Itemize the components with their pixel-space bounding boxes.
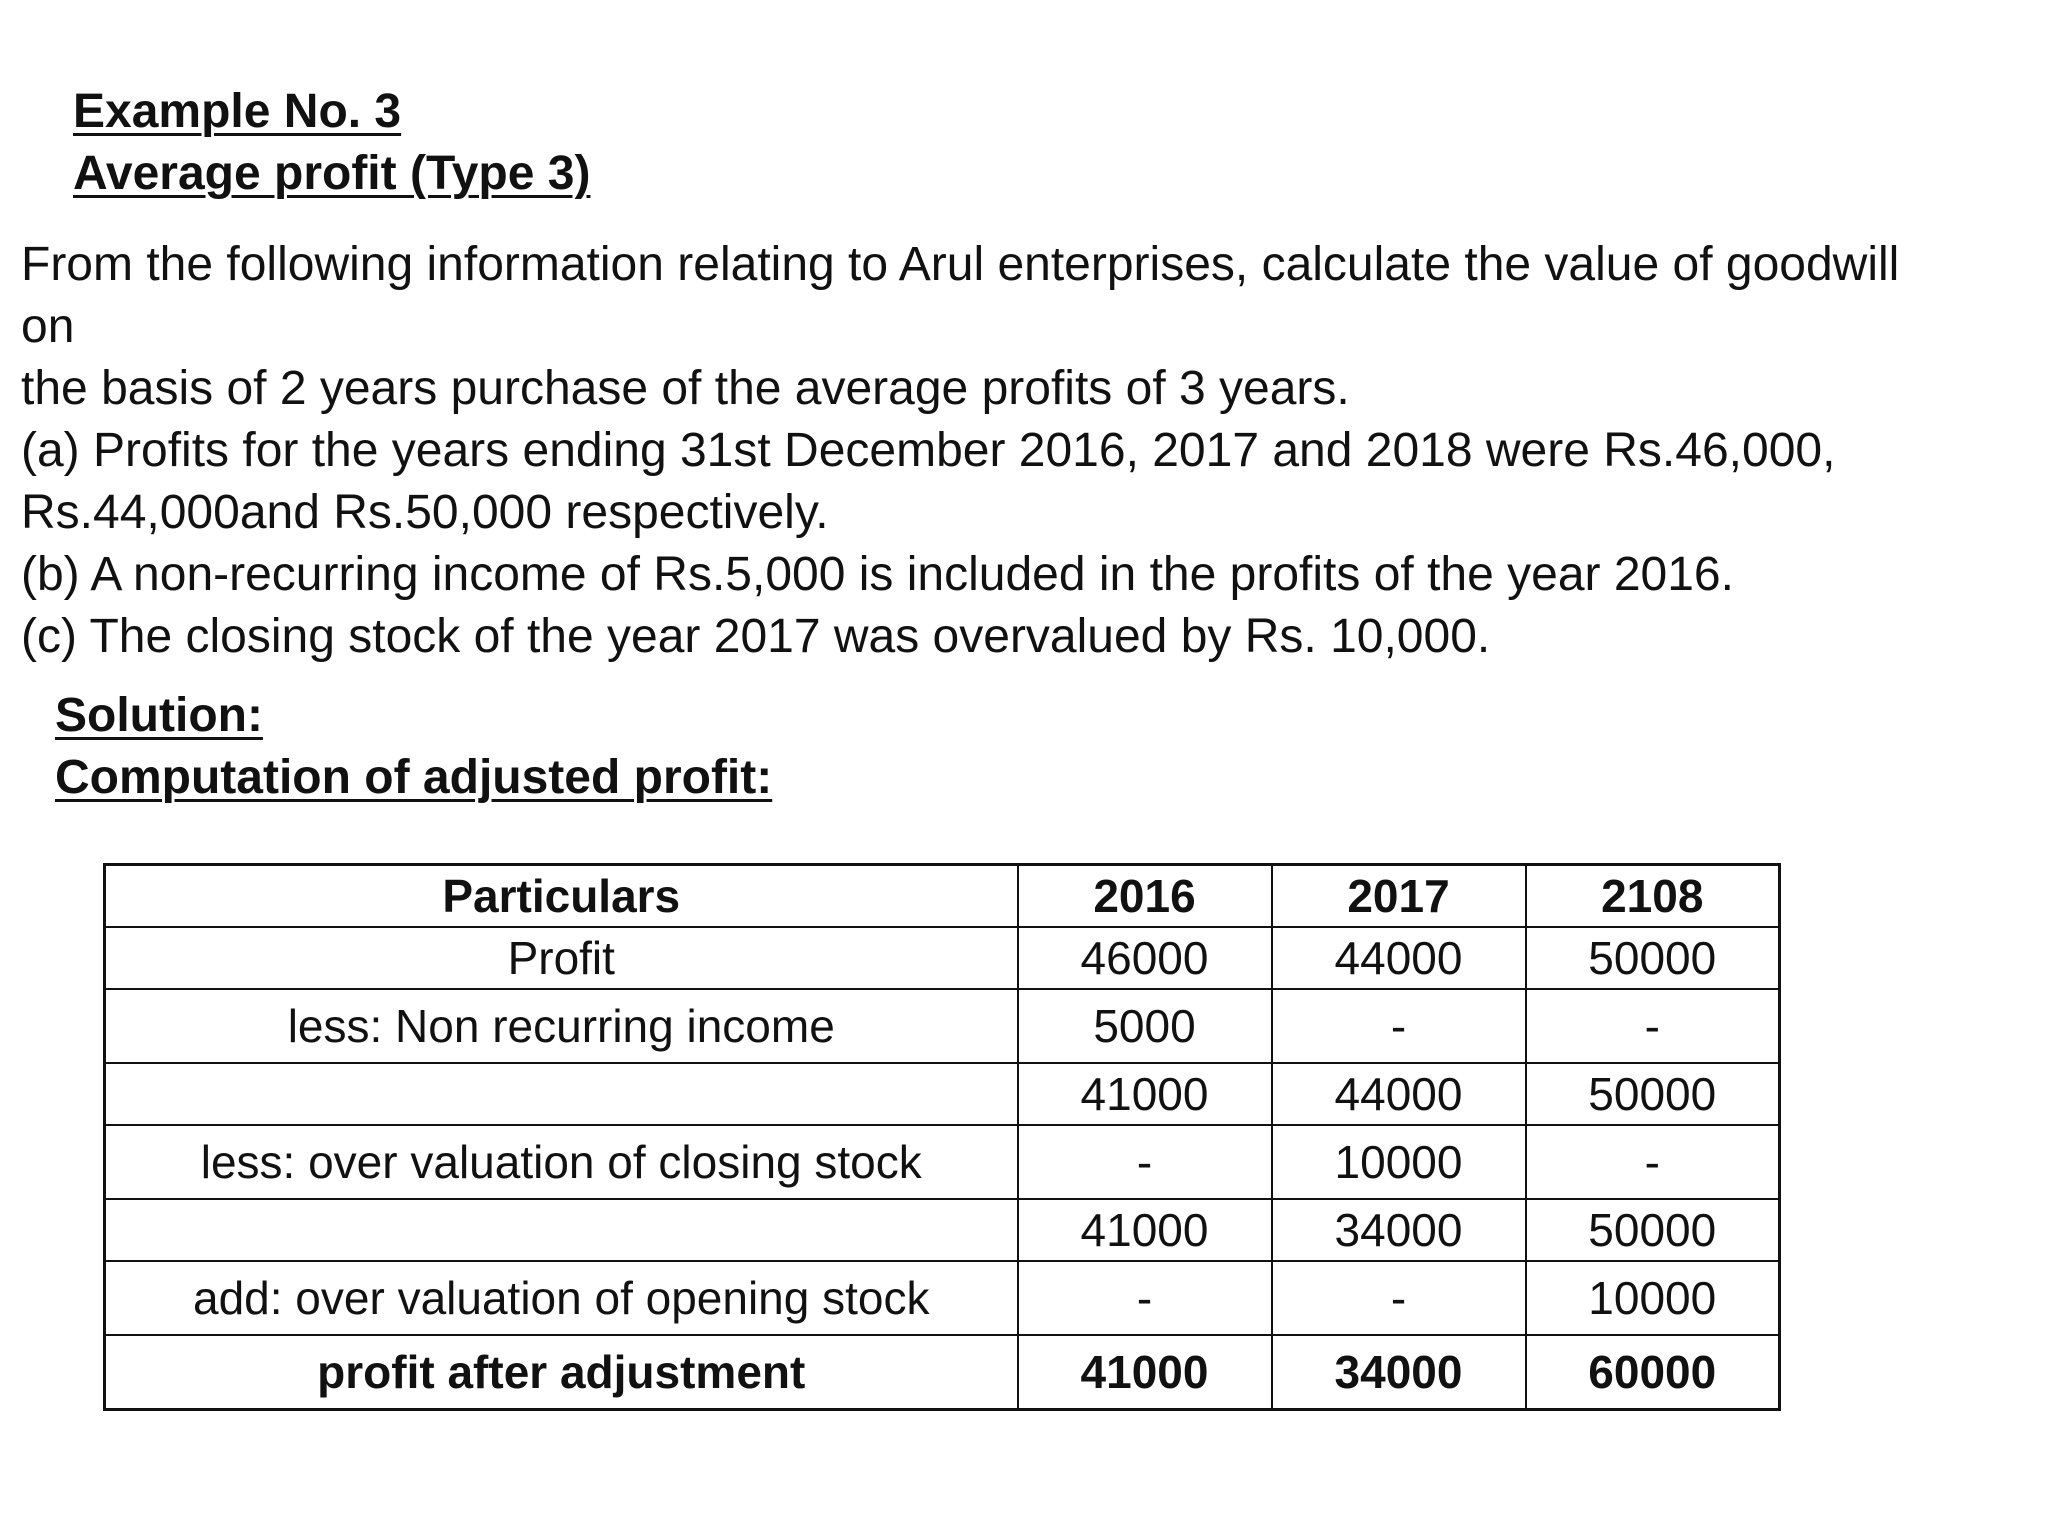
table-row xyxy=(105,1063,1780,1125)
row-particular: less: Non recurring income xyxy=(105,989,1018,1063)
row-particular: add: over valuation of opening stock xyxy=(105,1261,1018,1335)
solution-label: Solution: xyxy=(55,689,263,742)
row-value: 5000 xyxy=(1018,989,1272,1063)
row-value: - xyxy=(1018,1261,1272,1335)
question-line: (a) Profits for the years ending 31st December 2016, 2017 and 2018 were Rs.46,000, xyxy=(21,424,1836,477)
table-row xyxy=(105,1199,1780,1261)
row-value: - xyxy=(1526,989,1780,1063)
row-particular: profit after adjustment xyxy=(105,1335,1018,1410)
header-year-2017: 2017 xyxy=(1272,865,1526,928)
row-value: 50000 xyxy=(1526,1199,1780,1261)
row-value: - xyxy=(1272,989,1526,1063)
question-line: the basis of 2 years purchase of the average profits of 3 years. xyxy=(21,362,1350,415)
row-value: 50000 xyxy=(1526,927,1780,989)
row-value: 34000 xyxy=(1272,1335,1526,1410)
row-particular xyxy=(105,1199,1018,1261)
row-particular xyxy=(105,1063,1018,1125)
row-value: 50000 xyxy=(1526,1063,1780,1125)
table-row xyxy=(105,927,1780,989)
adjusted-profit-table xyxy=(103,863,1781,1411)
solution-heading: Computation of adjusted profit: xyxy=(55,751,773,804)
question-line: on xyxy=(21,300,75,353)
table-row xyxy=(105,989,1780,1063)
row-particular: Profit xyxy=(105,927,1018,989)
row-value: 41000 xyxy=(1018,1335,1272,1410)
row-particular: less: over valuation of closing stock xyxy=(105,1125,1018,1199)
table-header-row xyxy=(105,865,1780,928)
row-value: - xyxy=(1526,1125,1780,1199)
question-line: From the following information relating to Arul enterprises, calculate the value of goodwill xyxy=(21,238,1900,291)
table-row xyxy=(105,1261,1780,1335)
header-year-2016: 2016 xyxy=(1018,865,1272,928)
row-value: - xyxy=(1018,1125,1272,1199)
question-line: (b) A non-recurring income of Rs.5,000 is included in the profits of the year 2016. xyxy=(21,548,1734,601)
row-value: 46000 xyxy=(1018,927,1272,989)
example-title: Example No. 3 xyxy=(73,85,402,138)
table-total-row xyxy=(105,1335,1780,1410)
row-value: 60000 xyxy=(1526,1335,1780,1410)
row-value: 41000 xyxy=(1018,1199,1272,1261)
header-particulars: Particulars xyxy=(105,865,1018,928)
table-row xyxy=(105,1125,1780,1199)
example-subtitle: Average profit (Type 3) xyxy=(73,147,591,200)
header-year-3: 2108 xyxy=(1526,865,1780,928)
row-value: 44000 xyxy=(1272,1063,1526,1125)
row-value: - xyxy=(1272,1261,1526,1335)
question-line: Rs.44,000and Rs.50,000 respectively. xyxy=(21,486,829,539)
row-value: 10000 xyxy=(1272,1125,1526,1199)
question-line: (c) The closing stock of the year 2017 was overvalued by Rs. 10,000. xyxy=(21,610,1491,663)
row-value: 41000 xyxy=(1018,1063,1272,1125)
row-value: 44000 xyxy=(1272,927,1526,989)
row-value: 10000 xyxy=(1526,1261,1780,1335)
row-value: 34000 xyxy=(1272,1199,1526,1261)
